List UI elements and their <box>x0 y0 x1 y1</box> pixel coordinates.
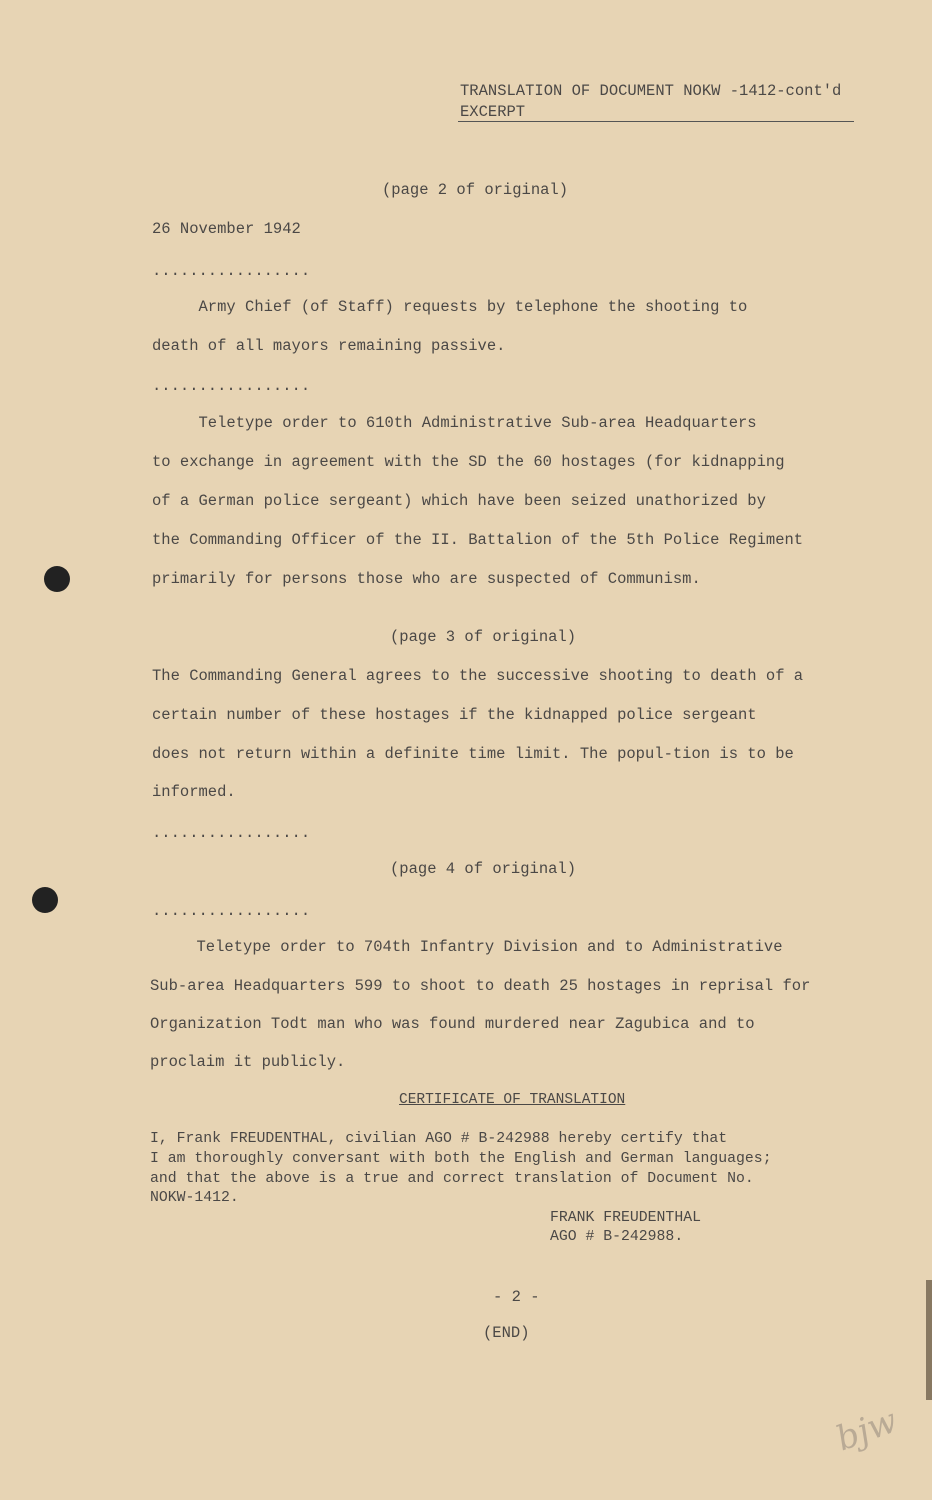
paragraph-line: Teletype order to 704th Infantry Division and to Administrative <box>150 938 783 956</box>
punch-hole <box>32 887 58 913</box>
page-edge-shadow <box>926 1280 932 1400</box>
certificate-line: I am thoroughly conversant with both the English and German languages; <box>150 1151 772 1167</box>
paragraph-line: The Commanding General agrees to the successive shooting to death of a <box>152 667 804 685</box>
punch-hole <box>44 566 70 592</box>
paragraph-line: does not return within a definite time limit. The popul-tion is to be <box>152 745 794 763</box>
end-marker: (END) <box>483 1324 530 1342</box>
document-date: 26 November 1942 <box>152 220 301 238</box>
paragraph-line: proclaim it publicly. <box>150 1053 346 1071</box>
page-number: - 2 - <box>493 1288 540 1306</box>
separator: ................. <box>152 377 311 395</box>
paragraph-line: Sub-area Headquarters 599 to shoot to death 25 hostages in reprisal for <box>150 977 811 995</box>
certificate-line: I, Frank FREUDENTHAL, civilian AGO # B-242988 hereby certify that <box>150 1131 728 1147</box>
paragraph-line: the Commanding Officer of the II. Battalion of the 5th Police Regiment <box>152 531 804 549</box>
page-marker: (page 4 of original) <box>390 860 577 878</box>
handwritten-initials: bjw <box>831 1400 903 1460</box>
page-marker: (page 3 of original) <box>390 628 577 646</box>
paragraph-line: death of all mayors remaining passive. <box>152 337 506 355</box>
certificate-line: NOKW-1412. <box>150 1190 239 1206</box>
paragraph-line: to exchange in agreement with the SD the 60 hostages (for kidnapping <box>152 453 785 471</box>
signature-ago: AGO # B-242988. <box>550 1229 684 1245</box>
certificate-title: CERTIFICATE OF TRANSLATION <box>399 1092 626 1108</box>
paragraph-line: Organization Todt man who was found murdered near Zagubica and to <box>150 1015 755 1033</box>
page-marker: (page 2 of original) <box>382 181 569 199</box>
header-rule <box>458 121 854 122</box>
separator: ................. <box>152 262 311 280</box>
certificate-line: and that the above is a true and correct translation of Document No. <box>150 1171 754 1187</box>
document-title: TRANSLATION OF DOCUMENT NOKW -1412-cont'd <box>460 82 842 100</box>
paragraph-line: informed. <box>152 783 236 801</box>
paragraph-line: primarily for persons those who are suspected of Communism. <box>152 570 701 588</box>
separator: ................. <box>152 902 311 920</box>
paragraph-line: Teletype order to 610th Administrative Sub-area Headquarters <box>152 414 757 432</box>
separator: ................. <box>152 824 311 842</box>
signature-name: FRANK FREUDENTHAL <box>550 1210 701 1226</box>
paragraph-line: Army Chief (of Staff) requests by telephone the shooting to <box>152 298 748 316</box>
document-subtitle: EXCERPT <box>460 103 526 121</box>
paragraph-line: of a German police sergeant) which have been seized unathorized by <box>152 492 766 510</box>
paragraph-line: certain number of these hostages if the kidnapped police sergeant <box>152 706 757 724</box>
